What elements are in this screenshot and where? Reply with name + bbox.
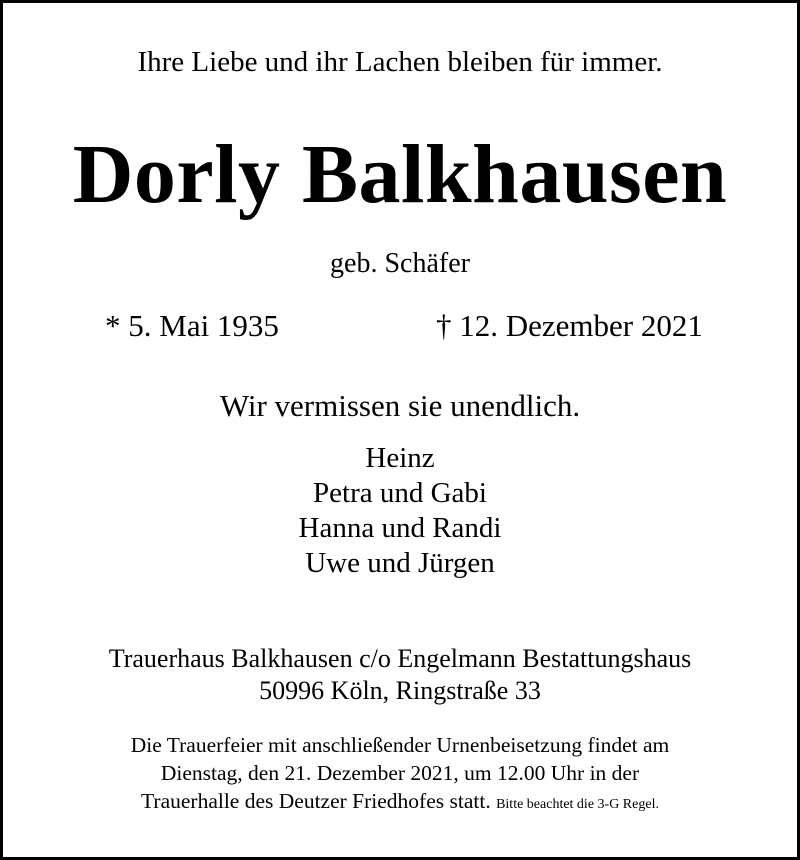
family-member: Petra und Gabi — [313, 477, 487, 509]
deceased-name: Dorly Balkhausen — [72, 128, 728, 221]
motto: Ihre Liebe und ihr Lachen bleiben für immer. — [137, 46, 663, 78]
ceremony-line: Die Trauerfeier mit anschließender Urnenbeisetzung findet am — [130, 733, 670, 757]
address-line: Trauerhaus Balkhausen c/o Engelmann Bestattungshaus — [108, 644, 692, 673]
mourning-statement: Wir vermissen sie unendlich. — [219, 388, 581, 423]
ceremony-line-with-note — [0, 787, 800, 819]
ceremony-details — [0, 731, 800, 819]
family-member: Hanna und Randi — [298, 512, 502, 544]
covid-rule-note: Bitte beachtet die 3-G Regel. — [496, 797, 659, 812]
address-line: 50996 Köln, Ringstraße 33 — [259, 676, 541, 705]
family-member: Heinz — [365, 442, 435, 474]
maiden-name: geb. Schäfer — [330, 248, 470, 279]
mourning-house-address — [0, 643, 800, 707]
death-date: † 12. Dezember 2021 — [436, 308, 703, 343]
family-list — [0, 441, 800, 581]
ceremony-line: Trauerhalle des Deutzer Friedhofes statt. — [141, 789, 491, 813]
birth-date: * 5. Mai 1935 — [105, 308, 279, 343]
family-member: Uwe und Jürgen — [305, 547, 495, 579]
ceremony-line: Dienstag, den 21. Dezember 2021, um 12.00 Uhr in der — [160, 761, 640, 785]
